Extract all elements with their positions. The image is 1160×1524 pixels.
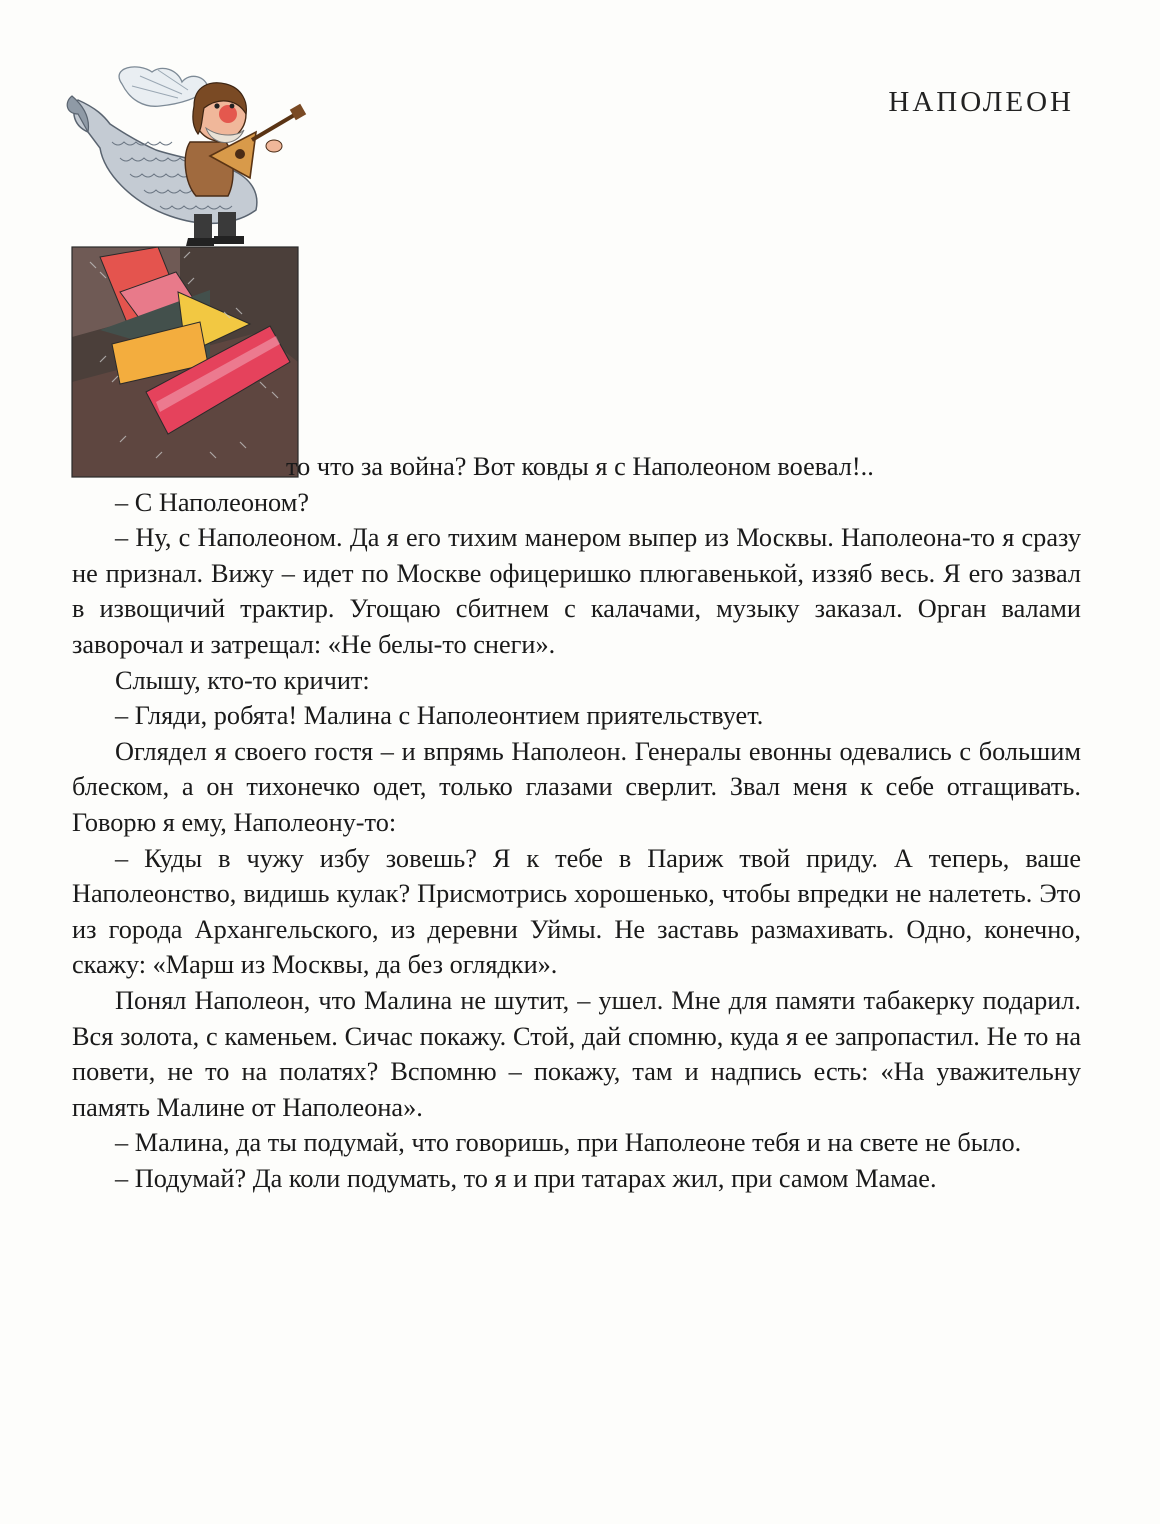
paragraph: то что за война? Вот ковды я с Наполеоном воевал!.. — [286, 452, 874, 481]
paragraph: Оглядел я своего гостя – и впрямь Наполеон. Генералы евонны одевались с большим блеском, а он тихонечко одет, только глазами сверлит. Звал меня к себе отгащивать. Говорю я ему, Наполеону-то: — [72, 736, 1081, 837]
paragraph: – Гляди, робята! Малина с Наполеонтием приятельствует. — [115, 701, 764, 731]
paragraph: Слышу, кто-то кричит: — [115, 665, 370, 695]
running-head: НАПОЛЕОН — [888, 86, 1074, 118]
paragraph: – Подумай? Да коли подумать, то я и при татарах жил, при самом Мамае. — [115, 1163, 937, 1193]
body-text — [72, 449, 1081, 1196]
paragraph: – Малина, да ты подумай, что говоришь, при Наполеоне тебя и на свете не было. — [115, 1128, 1022, 1158]
paragraph: – Ну, с Наполеоном. Да я его тихим манером выпер из Москвы. Наполеона-то я сразу не признал. Вижу – идет по Москве офицеришко плюгавенькой, иззяб весь. Я его зазвал в извощичий трактир. Угощаю сбитнем с калачами, музыку заказал. Орган валами заворочал и затрещал: «Не белы-то снеги». — [72, 523, 1081, 659]
paragraph: – С Наполеоном? — [115, 487, 310, 517]
paragraph: Понял Наполеон, что Малина не шутит, – ушел. Мне для памяти табакерку подарил. Вся золота, с каменьем. Сичас покажу. Стой, дай спомню, куда я ее запропастил. Не то на повети, не то на полатях? Вспомню – покажу, там и надпись есть: «На уважительну память Малине от Наполеона». — [72, 985, 1081, 1122]
paragraph: – Куды в чужу избу зовешь? Я к тебе в Париж твой приду. А теперь, ваше Наполеонство, видишь кулак? Присмотрись хорошенько, чтобы впредки не налететь. Это из города Архангельского, из деревни Уймы. Не заставь размахивать. Одно, конечно, скажу: «Марш из Москвы, да без оглядки». — [72, 843, 1081, 980]
drop-cap-illustration — [60, 62, 330, 482]
mermaid-angel-balalaika-drop-cap — [60, 62, 330, 482]
